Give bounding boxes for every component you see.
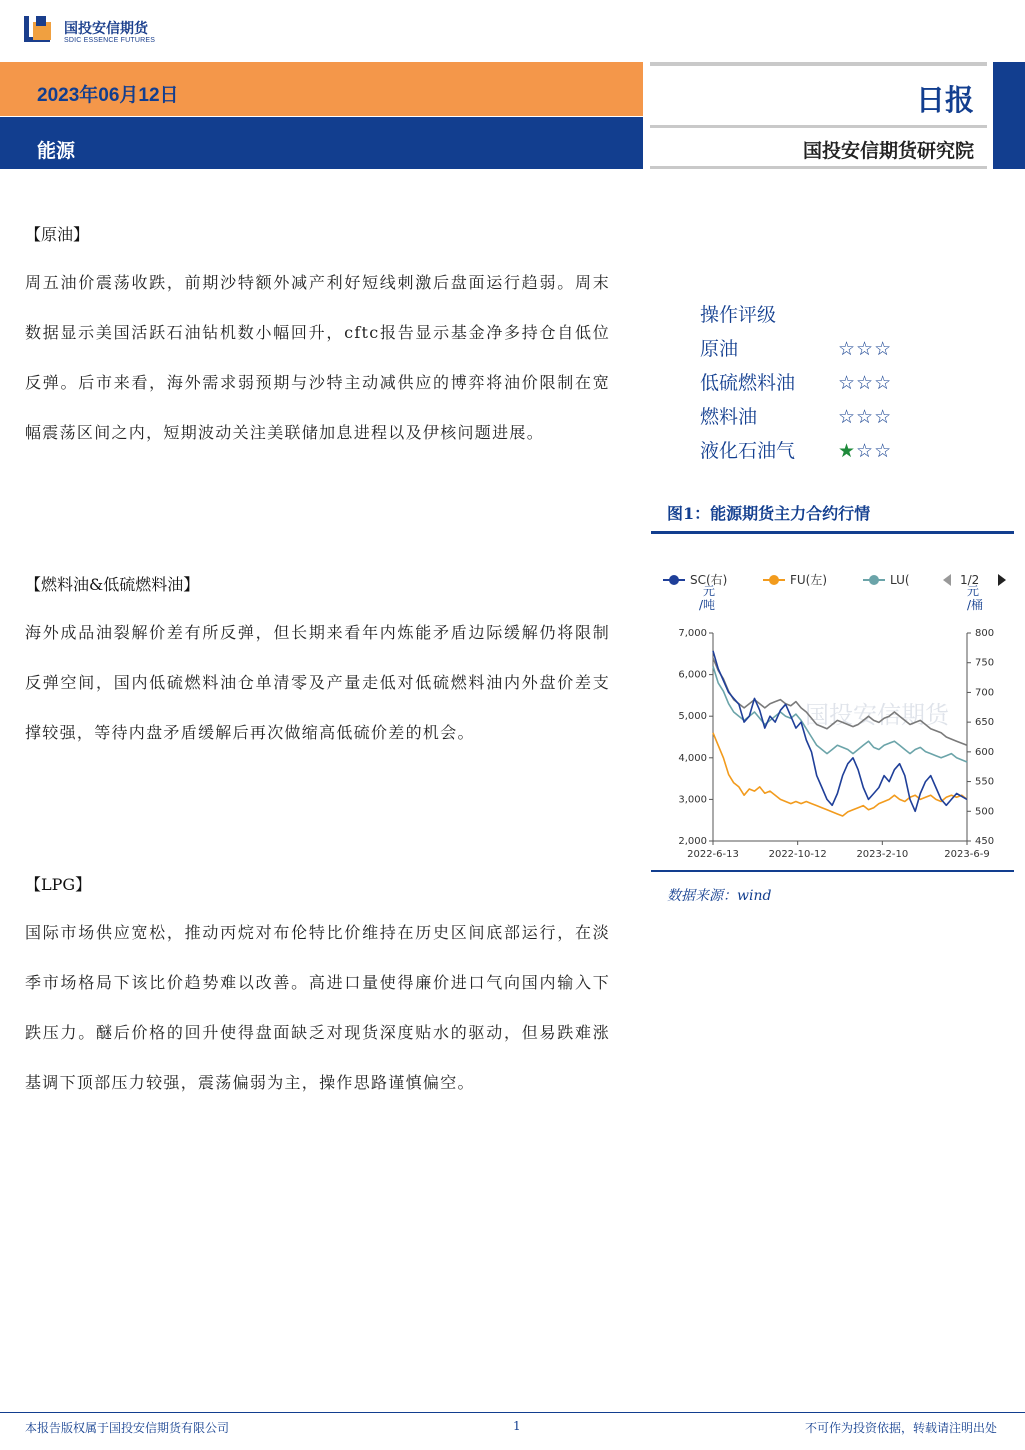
header-rule-bottom	[650, 166, 987, 169]
right-unit-label: 元	[967, 584, 980, 598]
left-unit-label: /吨	[699, 598, 716, 612]
header-side-block	[993, 62, 1025, 169]
section-body-fuel-oil: 海外成品油裂解价差有所反弹，但长期来看年内炼能矛盾边际缓解仍将限制反弹空间，国内低硫燃料油仓单清零及产量走低对低硫燃料油内外盘价差支撑较强，等待内盘矛盾缓解后再次做缩高低硫价差的机会。	[25, 623, 610, 742]
logo-mark-icon	[24, 16, 58, 48]
report-date: 2023年06月12日	[37, 85, 179, 106]
footer-disclaimer: 不可作为投资依据，转载请注明出处	[804, 1421, 997, 1435]
legend-page: 1/2	[960, 573, 980, 587]
logo-cn-text: 国投安信期货	[64, 19, 148, 36]
left-tick-label: 2,000	[678, 836, 707, 847]
logo-en-text: SDIC ESSENCE FUTURES	[64, 36, 156, 44]
figure-rule-bottom	[651, 870, 1014, 872]
price-chart	[655, 565, 1025, 870]
rating-row	[700, 402, 892, 436]
company-logo	[24, 16, 155, 48]
rating-title: 操作评级	[700, 304, 777, 326]
legend-label: FU(左)	[790, 573, 828, 587]
legend-label: SC(右)	[690, 573, 728, 587]
report-sector: 能源	[37, 141, 76, 162]
figure-title: 图1：能源期货主力合约行情	[667, 504, 871, 523]
header-rule-top	[650, 62, 987, 66]
chart-watermark: 国投安信期货	[805, 701, 949, 729]
footer-copyright: 本报告版权属于国投安信期货有限公司	[25, 1421, 230, 1435]
figure-source: 数据来源：wind	[667, 888, 772, 904]
right-unit-label: /桶	[967, 598, 984, 612]
right-tick-label: 800	[975, 628, 995, 639]
rating-panel	[700, 300, 892, 470]
section-title-fuel-oil: 【燃料油&低硫燃料油】	[25, 575, 200, 594]
footer-rule	[0, 1412, 1025, 1413]
left-tick-label: 4,000	[678, 752, 707, 764]
right-tick-label: 550	[975, 776, 995, 788]
rating-stars: ☆☆☆	[838, 406, 893, 428]
left-tick-label: 5,000	[678, 711, 707, 723]
rating-row	[700, 334, 892, 368]
right-tick-label: 600	[975, 746, 995, 758]
legend-marker	[869, 575, 879, 585]
section-body-crude: 周五油价震荡收跌，前期沙特额外减产利好短线刺激后盘面运行趋弱。周末数据显示美国活跃石油钻机数小幅回升，cftc报告显示基金净多持仓自低位反弹。后市来看，海外需求弱预期与沙特主动减供应的博弈将油价限制在宽幅震荡区间之内，短期波动关注美联储加息进程以及伊核问题进展。	[25, 273, 610, 442]
rating-row	[700, 368, 892, 402]
right-tick-label: 450	[975, 836, 995, 847]
figure-rule-top	[651, 531, 1014, 534]
right-tick-label: 750	[975, 657, 995, 669]
legend-prev-icon	[943, 574, 951, 586]
x-tick-label: 2022-10-12	[768, 849, 827, 860]
right-tick-label: 650	[975, 717, 995, 729]
header-rule-middle	[650, 125, 987, 128]
legend-next-icon	[998, 574, 1006, 586]
star-filled-icon: ★	[838, 440, 857, 462]
x-tick-label: 2023-6-9	[944, 849, 990, 860]
rating-row	[700, 436, 892, 470]
rating-name: 原油	[700, 338, 739, 360]
x-tick-label: 2022-6-13	[687, 849, 739, 860]
legend-label: LU(	[890, 573, 910, 587]
left-tick-label: 7,000	[678, 628, 707, 639]
left-tick-label: 6,000	[678, 669, 707, 681]
page-number: 1	[513, 1419, 521, 1433]
report-type: 日报	[916, 85, 975, 117]
section-body-lpg: 国际市场供应宽松，推动丙烷对布伦特比价维持在历史区间底部运行，在淡季市场格局下该比价趋势难以改善。高进口量使得廉价进口气向国内输入下跌压力。醚后价格的回升使得盘面缺乏对现货深度贴水的驱动，但易跌难涨基调下顶部压力较强，震荡偏弱为主，操作思路谨慎偏空。	[25, 923, 610, 1092]
right-tick-label: 500	[975, 806, 995, 818]
rating-stars: ☆☆☆	[838, 338, 893, 360]
institute-name: 国投安信期货研究院	[802, 141, 974, 162]
legend-marker	[769, 575, 779, 585]
right-tick-label: 700	[975, 687, 995, 699]
rating-name: 液化石油气	[700, 440, 796, 462]
star-empty-icons: ☆☆	[856, 440, 893, 462]
rating-name: 低硫燃料油	[700, 372, 796, 394]
left-unit-label: 元	[703, 584, 716, 598]
rating-name: 燃料油	[700, 406, 758, 428]
rating-stars: ☆☆☆	[838, 372, 893, 394]
x-tick-label: 2023-2-10	[856, 849, 909, 860]
sector-bar	[0, 117, 643, 169]
section-title-lpg: 【LPG】	[25, 875, 92, 894]
section-title-crude: 【原油】	[25, 225, 90, 244]
left-tick-label: 3,000	[678, 794, 707, 806]
series-line	[713, 651, 967, 812]
rating-stars	[838, 436, 892, 470]
legend-marker	[669, 575, 679, 585]
series-line	[713, 733, 967, 816]
